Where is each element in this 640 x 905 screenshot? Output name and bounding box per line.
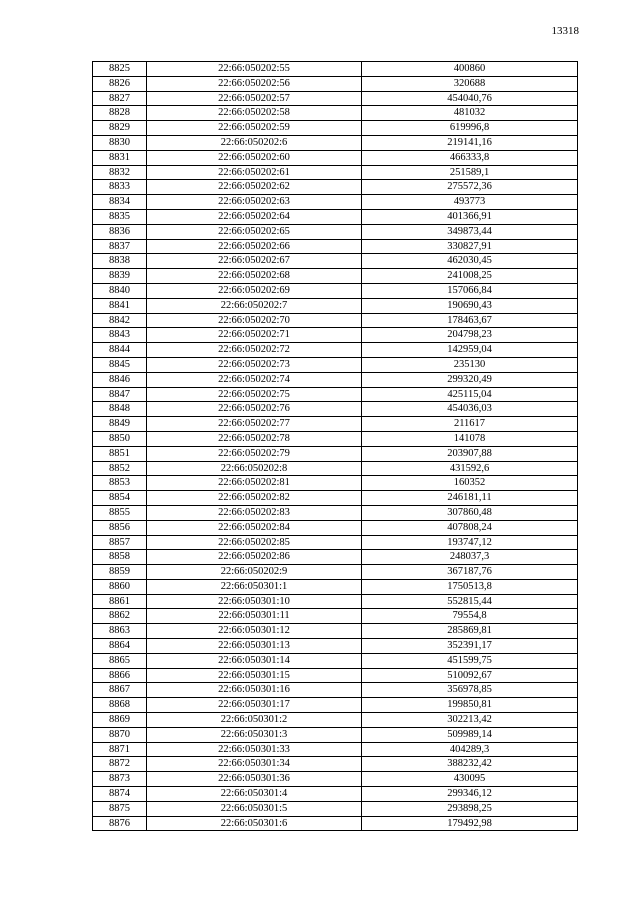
cadastral-value-cell: 299346,12 — [362, 787, 578, 802]
table-row — [93, 283, 578, 298]
cadastral-number-cell: 22:66:050202:58 — [147, 106, 362, 121]
row-number-cell: 8870 — [93, 727, 147, 742]
cadastral-number-cell: 22:66:050202:84 — [147, 520, 362, 535]
cadastral-number-cell: 22:66:050202:60 — [147, 150, 362, 165]
cadastral-number-cell: 22:66:050202:59 — [147, 121, 362, 136]
table-row — [93, 565, 578, 580]
cadastral-value-cell: 451599,75 — [362, 653, 578, 668]
table-row — [93, 550, 578, 565]
row-number-cell: 8831 — [93, 150, 147, 165]
cadastral-value-cell: 141078 — [362, 431, 578, 446]
table-row — [93, 106, 578, 121]
cadastral-number-cell: 22:66:050202:9 — [147, 565, 362, 580]
cadastral-value-cell: 199850,81 — [362, 698, 578, 713]
cadastral-number-cell: 22:66:050202:83 — [147, 505, 362, 520]
cadastral-value-cell: 510092,67 — [362, 668, 578, 683]
row-number-cell: 8851 — [93, 446, 147, 461]
cadastral-number-cell: 22:66:050202:85 — [147, 535, 362, 550]
row-number-cell: 8860 — [93, 579, 147, 594]
row-number-cell: 8869 — [93, 713, 147, 728]
table-row — [93, 772, 578, 787]
row-number-cell: 8842 — [93, 313, 147, 328]
row-number-cell: 8839 — [93, 269, 147, 284]
cadastral-number-cell: 22:66:050202:65 — [147, 224, 362, 239]
cadastral-number-cell: 22:66:050202:64 — [147, 209, 362, 224]
row-number-cell: 8834 — [93, 195, 147, 210]
row-number-cell: 8868 — [93, 698, 147, 713]
cadastral-number-cell: 22:66:050202:55 — [147, 62, 362, 77]
cadastral-value-cell: 193747,12 — [362, 535, 578, 550]
cadastral-number-cell: 22:66:050202:71 — [147, 328, 362, 343]
cadastral-value-cell: 293898,25 — [362, 801, 578, 816]
table-row — [93, 121, 578, 136]
cadastral-number-cell: 22:66:050202:67 — [147, 254, 362, 269]
cadastral-value-cell: 178463,67 — [362, 313, 578, 328]
cadastral-value-cell: 509989,14 — [362, 727, 578, 742]
cadastral-value-cell: 219141,16 — [362, 135, 578, 150]
row-number-cell: 8837 — [93, 239, 147, 254]
cadastral-number-cell: 22:66:050301:15 — [147, 668, 362, 683]
row-number-cell: 8873 — [93, 772, 147, 787]
cadastral-value-cell: 400860 — [362, 62, 578, 77]
row-number-cell: 8871 — [93, 742, 147, 757]
row-number-cell: 8838 — [93, 254, 147, 269]
table-row — [93, 801, 578, 816]
table-row — [93, 165, 578, 180]
table-row — [93, 683, 578, 698]
cadastral-number-cell: 22:66:050301:12 — [147, 624, 362, 639]
cadastral-number-cell: 22:66:050301:34 — [147, 757, 362, 772]
cadastral-number-cell: 22:66:050301:1 — [147, 579, 362, 594]
cadastral-value-cell: 157066,84 — [362, 283, 578, 298]
table-row — [93, 757, 578, 772]
cadastral-value-cell: 79554,8 — [362, 609, 578, 624]
cadastral-value-cell: 251589,1 — [362, 165, 578, 180]
table-row — [93, 135, 578, 150]
cadastral-value-cell: 235130 — [362, 357, 578, 372]
cadastral-value-cell: 142959,04 — [362, 343, 578, 358]
cadastral-number-cell: 22:66:050202:68 — [147, 269, 362, 284]
cadastral-value-cell: 241008,25 — [362, 269, 578, 284]
cadastral-number-cell: 22:66:050202:69 — [147, 283, 362, 298]
table-row — [93, 727, 578, 742]
table-body — [93, 62, 578, 831]
cadastral-number-cell: 22:66:050202:66 — [147, 239, 362, 254]
row-number-cell: 8856 — [93, 520, 147, 535]
row-number-cell: 8864 — [93, 639, 147, 654]
table-row — [93, 91, 578, 106]
table-row — [93, 254, 578, 269]
table-row — [93, 505, 578, 520]
cadastral-value-cell: 246181,11 — [362, 491, 578, 506]
table-row — [93, 520, 578, 535]
row-number-cell: 8855 — [93, 505, 147, 520]
row-number-cell: 8866 — [93, 668, 147, 683]
row-number-cell: 8865 — [93, 653, 147, 668]
row-number-cell: 8828 — [93, 106, 147, 121]
cadastral-value-cell: 619996,8 — [362, 121, 578, 136]
row-number-cell: 8848 — [93, 402, 147, 417]
cadastral-value-cell: 388232,42 — [362, 757, 578, 772]
table-row — [93, 343, 578, 358]
cadastral-number-cell: 22:66:050202:63 — [147, 195, 362, 210]
table-row — [93, 698, 578, 713]
cadastral-value-cell: 493773 — [362, 195, 578, 210]
cadastral-number-cell: 22:66:050202:73 — [147, 357, 362, 372]
row-number-cell: 8852 — [93, 461, 147, 476]
table-row — [93, 639, 578, 654]
row-number-cell: 8875 — [93, 801, 147, 816]
table-row — [93, 446, 578, 461]
table-row — [93, 787, 578, 802]
cadastral-value-cell: 352391,17 — [362, 639, 578, 654]
cadastral-value-cell: 330827,91 — [362, 239, 578, 254]
cadastral-value-cell: 481032 — [362, 106, 578, 121]
row-number-cell: 8836 — [93, 224, 147, 239]
cadastral-number-cell: 22:66:050301:13 — [147, 639, 362, 654]
table-row — [93, 476, 578, 491]
row-number-cell: 8846 — [93, 372, 147, 387]
cadastral-number-cell: 22:66:050301:16 — [147, 683, 362, 698]
cadastral-value-cell: 1750513,8 — [362, 579, 578, 594]
table-row — [93, 224, 578, 239]
cadastral-number-cell: 22:66:050202:57 — [147, 91, 362, 106]
row-number-cell: 8876 — [93, 816, 147, 831]
cadastral-value-cell: 179492,98 — [362, 816, 578, 831]
cadastral-number-cell: 22:66:050202:70 — [147, 313, 362, 328]
cadastral-value-cell: 307860,48 — [362, 505, 578, 520]
cadastral-value-cell: 552815,44 — [362, 594, 578, 609]
table-row — [93, 402, 578, 417]
table-row — [93, 461, 578, 476]
row-number-cell: 8830 — [93, 135, 147, 150]
cadastral-value-cell: 349873,44 — [362, 224, 578, 239]
row-number-cell: 8867 — [93, 683, 147, 698]
cadastral-number-cell: 22:66:050202:86 — [147, 550, 362, 565]
row-number-cell: 8858 — [93, 550, 147, 565]
cadastral-value-cell: 275572,36 — [362, 180, 578, 195]
table-row — [93, 209, 578, 224]
table-row — [93, 609, 578, 624]
row-number-cell: 8863 — [93, 624, 147, 639]
table-row — [93, 668, 578, 683]
cadastral-value-cell: 203907,88 — [362, 446, 578, 461]
cadastral-number-cell: 22:66:050202:56 — [147, 76, 362, 91]
row-number-cell: 8829 — [93, 121, 147, 136]
cadastral-number-cell: 22:66:050301:3 — [147, 727, 362, 742]
row-number-cell: 8844 — [93, 343, 147, 358]
row-number-cell: 8835 — [93, 209, 147, 224]
cadastral-number-cell: 22:66:050202:6 — [147, 135, 362, 150]
cadastral-number-cell: 22:66:050202:81 — [147, 476, 362, 491]
table-row — [93, 150, 578, 165]
cadastral-number-cell: 22:66:050301:14 — [147, 653, 362, 668]
cadastral-value-cell: 407808,24 — [362, 520, 578, 535]
cadastral-value-cell: 302213,42 — [362, 713, 578, 728]
cadastral-value-cell: 211617 — [362, 417, 578, 432]
page-number: 13318 — [551, 25, 579, 37]
row-number-cell: 8827 — [93, 91, 147, 106]
cadastral-number-cell: 22:66:050202:62 — [147, 180, 362, 195]
cadastral-value-cell: 466333,8 — [362, 150, 578, 165]
cadastral-number-cell: 22:66:050301:11 — [147, 609, 362, 624]
table-row — [93, 742, 578, 757]
cadastral-number-cell: 22:66:050202:77 — [147, 417, 362, 432]
cadastral-number-cell: 22:66:050202:76 — [147, 402, 362, 417]
cadastral-value-cell: 404289,3 — [362, 742, 578, 757]
table-row — [93, 387, 578, 402]
cadastral-number-cell: 22:66:050301:5 — [147, 801, 362, 816]
cadastral-number-cell: 22:66:050202:7 — [147, 298, 362, 313]
table-row — [93, 239, 578, 254]
cadastral-value-cell: 160352 — [362, 476, 578, 491]
cadastral-number-cell: 22:66:050202:72 — [147, 343, 362, 358]
row-number-cell: 8862 — [93, 609, 147, 624]
cadastral-number-cell: 22:66:050301:10 — [147, 594, 362, 609]
cadastral-number-cell: 22:66:050301:6 — [147, 816, 362, 831]
table-row — [93, 76, 578, 91]
row-number-cell: 8845 — [93, 357, 147, 372]
row-number-cell: 8847 — [93, 387, 147, 402]
cadastral-value-cell: 454040,76 — [362, 91, 578, 106]
cadastral-number-cell: 22:66:050301:36 — [147, 772, 362, 787]
cadastral-number-cell: 22:66:050202:75 — [147, 387, 362, 402]
table-row — [93, 372, 578, 387]
row-number-cell: 8859 — [93, 565, 147, 580]
cadastral-value-cell: 190690,43 — [362, 298, 578, 313]
cadastral-number-cell: 22:66:050301:2 — [147, 713, 362, 728]
cadastral-value-cell: 299320,49 — [362, 372, 578, 387]
cadastral-value-cell: 462030,45 — [362, 254, 578, 269]
cadastral-value-table — [92, 61, 578, 831]
table-row — [93, 62, 578, 77]
cadastral-value-cell: 454036,03 — [362, 402, 578, 417]
row-number-cell: 8850 — [93, 431, 147, 446]
row-number-cell: 8857 — [93, 535, 147, 550]
row-number-cell: 8833 — [93, 180, 147, 195]
table-row — [93, 313, 578, 328]
table-row — [93, 579, 578, 594]
cadastral-value-cell: 285869,81 — [362, 624, 578, 639]
cadastral-number-cell: 22:66:050301:17 — [147, 698, 362, 713]
table-row — [93, 535, 578, 550]
cadastral-value-cell: 367187,76 — [362, 565, 578, 580]
table-row — [93, 328, 578, 343]
row-number-cell: 8849 — [93, 417, 147, 432]
row-number-cell: 8853 — [93, 476, 147, 491]
table-row — [93, 180, 578, 195]
cadastral-number-cell: 22:66:050202:78 — [147, 431, 362, 446]
row-number-cell: 8861 — [93, 594, 147, 609]
table-row — [93, 417, 578, 432]
cadastral-value-cell: 430095 — [362, 772, 578, 787]
cadastral-value-cell: 320688 — [362, 76, 578, 91]
table-row — [93, 357, 578, 372]
cadastral-value-cell: 401366,91 — [362, 209, 578, 224]
table-row — [93, 653, 578, 668]
cadastral-number-cell: 22:66:050301:4 — [147, 787, 362, 802]
table-row — [93, 298, 578, 313]
row-number-cell: 8872 — [93, 757, 147, 772]
table-row — [93, 195, 578, 210]
cadastral-value-cell: 204798,23 — [362, 328, 578, 343]
cadastral-value-cell: 248037,3 — [362, 550, 578, 565]
row-number-cell: 8874 — [93, 787, 147, 802]
row-number-cell: 8841 — [93, 298, 147, 313]
row-number-cell: 8832 — [93, 165, 147, 180]
cadastral-value-cell: 356978,85 — [362, 683, 578, 698]
row-number-cell: 8826 — [93, 76, 147, 91]
row-number-cell: 8843 — [93, 328, 147, 343]
cadastral-number-cell: 22:66:050202:74 — [147, 372, 362, 387]
cadastral-number-cell: 22:66:050202:79 — [147, 446, 362, 461]
cadastral-number-cell: 22:66:050301:33 — [147, 742, 362, 757]
table-row — [93, 269, 578, 284]
table-row — [93, 713, 578, 728]
table-row — [93, 816, 578, 831]
row-number-cell: 8825 — [93, 62, 147, 77]
table-row — [93, 624, 578, 639]
table-row — [93, 431, 578, 446]
cadastral-value-cell: 431592,6 — [362, 461, 578, 476]
cadastral-number-cell: 22:66:050202:61 — [147, 165, 362, 180]
cadastral-value-cell: 425115,04 — [362, 387, 578, 402]
row-number-cell: 8854 — [93, 491, 147, 506]
table-row — [93, 594, 578, 609]
table-row — [93, 491, 578, 506]
cadastral-number-cell: 22:66:050202:8 — [147, 461, 362, 476]
cadastral-number-cell: 22:66:050202:82 — [147, 491, 362, 506]
row-number-cell: 8840 — [93, 283, 147, 298]
